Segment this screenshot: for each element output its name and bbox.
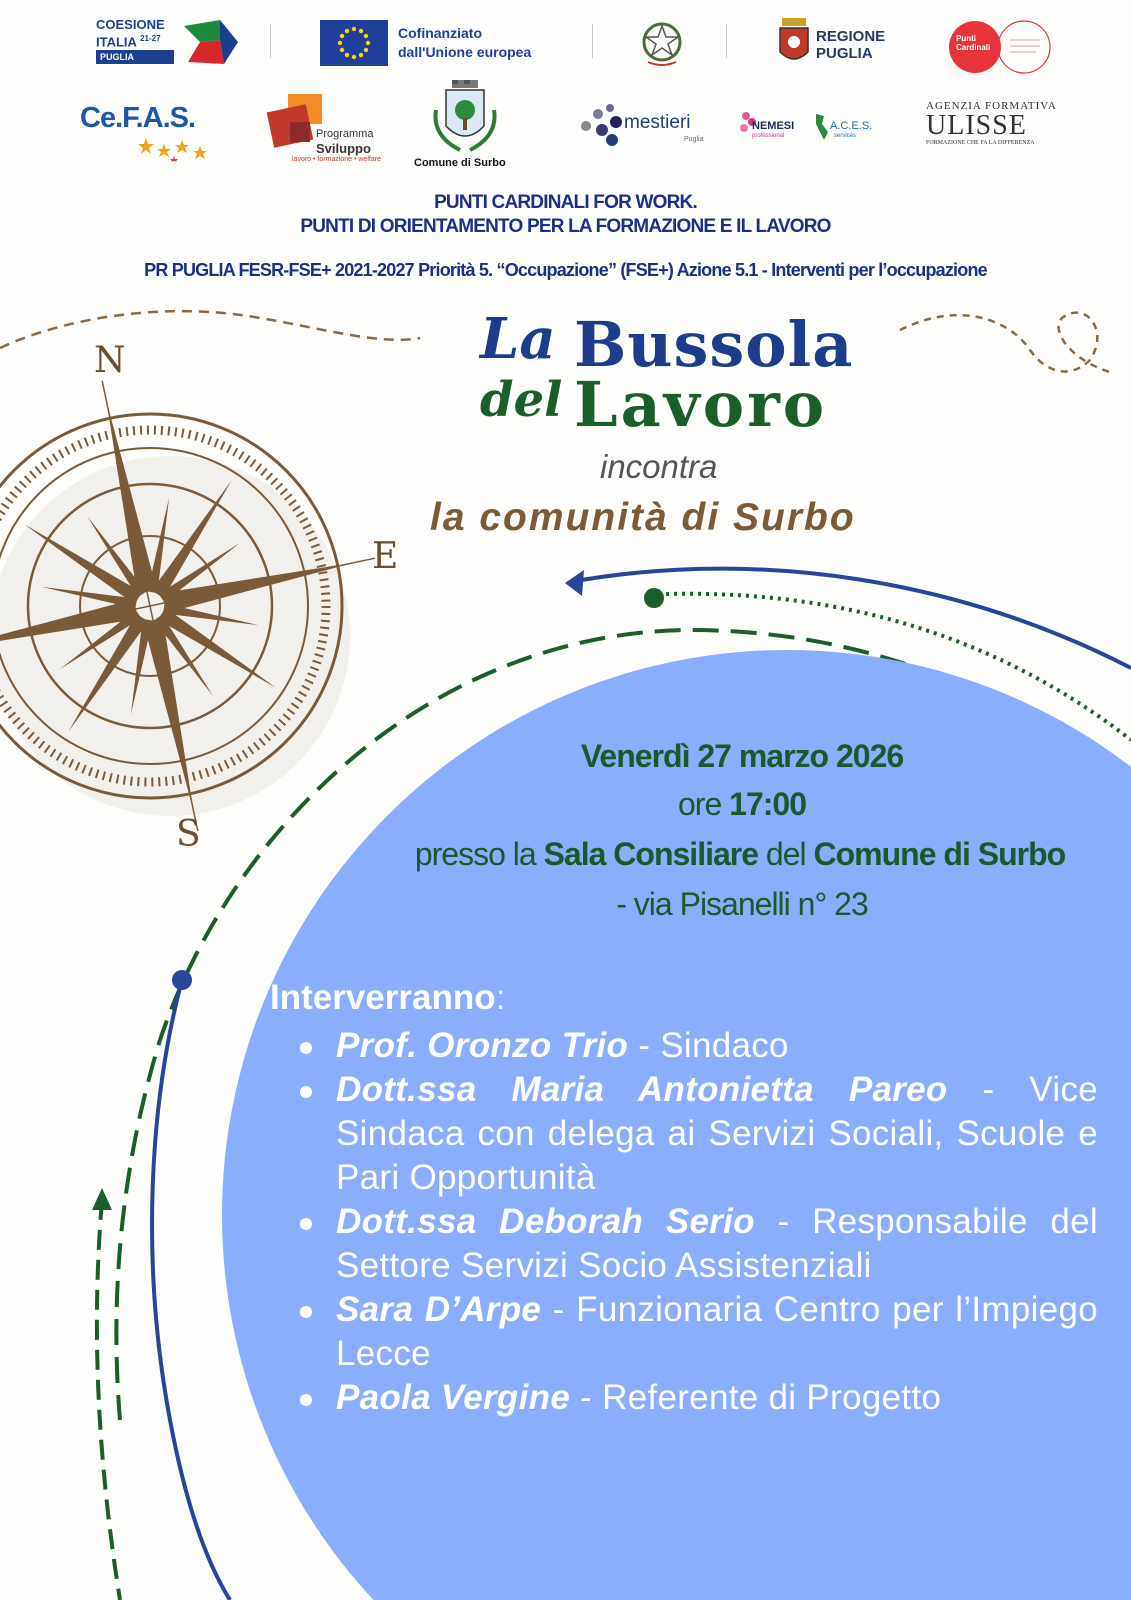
title-bussola: Bussola (574, 308, 854, 381)
ulisse-tagline: FORMAZIONE CHE FA LA DIFFERENZA (926, 140, 1035, 146)
aces-sub: services (834, 133, 857, 139)
subtitle-incontra: incontra (600, 448, 718, 485)
eu-cofinanced-logo (320, 18, 560, 68)
coesione-years: 21-27 (140, 34, 161, 43)
speaker-name: Prof. Oronzo Trio (336, 1026, 629, 1065)
punti-cardinali-logo (948, 20, 1052, 74)
italian-republic-emblem-icon (640, 18, 684, 68)
header-divider (592, 24, 593, 58)
punti-cardinali-text: Punti Cardinali (956, 34, 991, 52)
title-la: La (480, 306, 556, 372)
title-lavoro: Lavoro (574, 368, 828, 441)
aces-map-icon (812, 110, 832, 144)
mestieri-name: mestieri (624, 112, 691, 133)
speakers-heading: Interverranno: (270, 978, 506, 1017)
program-subtitle: PUNTI DI ORIENTAMENTO PER LA FORMAZIONE E IL LAVORO (300, 216, 831, 237)
surbo-name: Comune di Surbo (414, 157, 506, 169)
ulisse-logo (924, 100, 1057, 150)
mestieri-logo (578, 100, 708, 150)
event-place: presso la Sala Consiliare del Comune di Surbo (414, 836, 1066, 872)
program-title: PUNTI CARDINALI FOR WORK. (434, 192, 697, 213)
speaker-role: - Sindaco (628, 1026, 789, 1065)
regione-puglia-logo (776, 16, 886, 70)
sviluppo-line2: Sviluppo (316, 141, 371, 156)
programma-sviluppo-logo (262, 92, 382, 164)
speaker-name: Dott.ssa Maria Antonietta Pareo (336, 1070, 948, 1109)
speaker-item (336, 1024, 1098, 1068)
speaker-name: Sara D’Arpe (336, 1290, 542, 1329)
nemesi-name: NEMESI (752, 120, 795, 132)
header-divider (270, 24, 271, 58)
speaker-name: Paola Vergine (336, 1378, 571, 1417)
compass-s-label: S (176, 814, 201, 855)
eu-text: Cofinanziato dall'Unione europea (398, 25, 532, 60)
coesione-line2: ITALIA $^{21-27}$ (96, 34, 161, 50)
speaker-item (336, 1200, 1098, 1288)
cefas-name: Ce.F.A.S. (80, 102, 196, 134)
speaker-role: - Funzionaria Centro per l’Impiego Lecce (336, 1290, 1098, 1373)
speaker-role: - Vice Sindaca con delega ai Servizi Sociali, Scuole e Pari Opportunità (336, 1070, 1098, 1197)
speakers-list (336, 1024, 1098, 1420)
nemesi-sub: professional (752, 133, 785, 139)
ulisse-name: ULISSE (926, 110, 1027, 141)
surbo-coat-of-arms-icon (430, 80, 500, 156)
cefas-logo (80, 100, 215, 162)
compass-n-label: N (94, 340, 126, 381)
coesione-region: PUGLIA (96, 50, 174, 64)
coesione-line1: COESIONE (96, 17, 165, 32)
coesione-chevron-icon (180, 18, 240, 66)
event-time: ore 17:00 (678, 786, 806, 822)
aces-name: A.C.E.S. (830, 120, 873, 132)
comune-di-surbo-logo (408, 80, 524, 172)
speaker-name: Dott.ssa Deborah Serio (336, 1202, 755, 1241)
event-street: - via Pisanelli n° 23 (616, 886, 868, 922)
event-date: Venerdì 27 marzo 2026 (580, 738, 904, 774)
header-divider (726, 24, 727, 58)
mestieri-dots-icon (578, 100, 624, 150)
speaker-item (336, 1288, 1098, 1376)
compass-e-label: E (372, 536, 399, 577)
sviluppo-line1: Programma (316, 128, 374, 140)
sviluppo-tagline: lavoro • formazione • welfare (292, 156, 381, 163)
speaker-item (336, 1068, 1098, 1200)
eu-flag-icon (320, 20, 388, 66)
speaker-role: - Referente di Progetto (570, 1378, 942, 1417)
nemesi-aces-logo (738, 108, 886, 148)
title-del: del (480, 372, 563, 428)
coesione-italia-logo (92, 16, 242, 68)
ulisse-line1: AGENZIA FORMATIVA (926, 100, 1057, 112)
mestieri-region: Puglia (684, 136, 704, 143)
regione-text: REGIONE PUGLIA (816, 28, 886, 62)
regione-shield-icon (776, 18, 812, 68)
cefas-stars-icon (136, 134, 216, 162)
speaker-role: - Responsabile del Settore Servizi Socio Assistenziali (336, 1202, 1098, 1285)
subtitle-comunita: la comunità di Surbo (430, 496, 856, 539)
program-funding-line: PR PUGLIA FESR-FSE+ 2021-2027 Priorità 5. “Occupazione” (FSE+) Azione 5.1 - Interventi per l’occupazione (144, 260, 987, 280)
speaker-item (336, 1376, 1098, 1420)
